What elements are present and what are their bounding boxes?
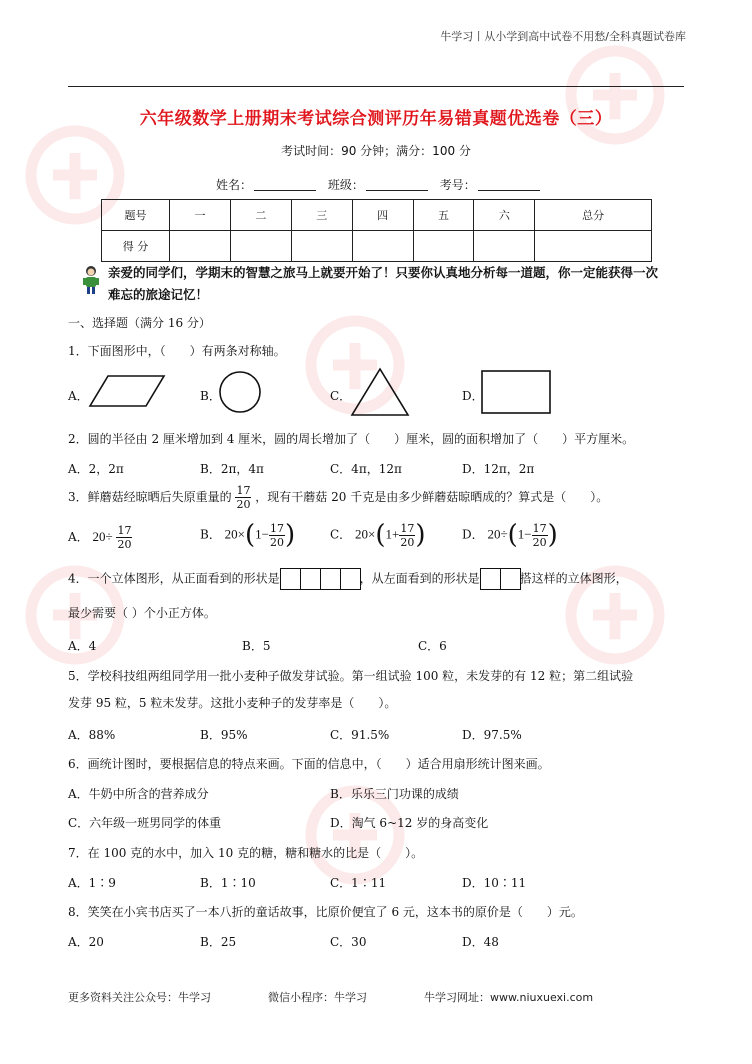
- paren-left: (: [245, 520, 256, 550]
- frac-numerator: 17: [236, 484, 251, 497]
- question-3-text-b: ，现有干蘑菇 20 千克是由多少鲜蘑菇晾晒成的？算式是（ ）。: [255, 490, 609, 504]
- table-cell: 总分: [535, 200, 652, 231]
- option-b: B．2π，4π: [200, 462, 264, 476]
- score-cell[interactable]: [413, 231, 474, 262]
- table-row: [102, 231, 652, 262]
- frac-denominator: 20: [117, 538, 132, 551]
- option-a: A．牛奶中所含的营养成分: [68, 787, 209, 801]
- option-a: A．1∶9: [68, 876, 116, 890]
- circle-icon: [218, 370, 262, 414]
- frac-numerator: 17: [400, 521, 415, 535]
- question-4-text-c: 搭这样的立体图形，: [519, 571, 628, 586]
- option-b: B．5: [242, 639, 271, 653]
- header-divider: [68, 86, 684, 87]
- table-row: [102, 200, 652, 231]
- name-blank[interactable]: [254, 179, 316, 191]
- score-cell[interactable]: [352, 231, 413, 262]
- footer-middle: 微信小程序：牛学习: [268, 991, 367, 1004]
- intro-note: 亲爱的同学们，学期末的智慧之旅马上就要开始了！只要你认真地分析每一道题，你一定能获得一次难忘的旅途记忆！: [108, 265, 659, 302]
- footer-left: 更多资料关注公众号：牛学习: [68, 991, 211, 1004]
- option-b-label: B．: [200, 527, 221, 542]
- score-table: [101, 199, 652, 262]
- student-info: [216, 176, 548, 193]
- option-b: B．25: [200, 935, 237, 949]
- frac-denominator: 20: [532, 535, 547, 549]
- frac-denominator: 20: [400, 535, 415, 549]
- option-d: D．97.5%: [462, 728, 522, 742]
- frac-numerator: 17: [117, 524, 132, 537]
- frac-denominator: 20: [270, 535, 284, 549]
- header-text: 牛学习丨从小学到高中试卷不用愁/全科真题试卷库: [440, 30, 686, 43]
- fraction: [399, 522, 415, 549]
- fraction: [235, 484, 251, 511]
- option-b: [200, 520, 295, 550]
- frac-numerator: 17: [532, 521, 547, 535]
- option-d: D．10∶11: [462, 876, 527, 890]
- option-d: D．淘气 6~12 岁的身高变化: [330, 816, 489, 830]
- expr: 1+: [385, 526, 400, 542]
- table-cell: 题号: [102, 200, 170, 231]
- question-8: 8．笑笑在小宾书店买了一本八折的童话故事，比原价便宜了 6 元，这本书的原价是（ ）元。: [68, 905, 583, 919]
- expr: 20×: [224, 526, 245, 542]
- score-cell[interactable]: [170, 231, 231, 262]
- watermark-logo-icon: [560, 40, 670, 150]
- option-a-label: A．: [68, 530, 89, 544]
- fraction: [269, 522, 285, 549]
- option-a: [68, 524, 132, 551]
- score-cell[interactable]: [535, 231, 652, 262]
- student-avatar-icon: [80, 264, 102, 296]
- left-view-icon: [480, 568, 520, 590]
- front-view-icon: [280, 568, 360, 590]
- fraction: [116, 524, 132, 551]
- question-3-text-a: 3．鲜蘑菇经晾晒后失原重量的: [68, 490, 232, 504]
- rectangle-icon: [481, 370, 551, 414]
- option-c: C．4π，12π: [330, 462, 402, 476]
- question-5: 5．学校科技组两组同学用一批小麦种子做发芽试验。第一组试验 100 粒，未发芽的有 12 粒；第二组试验: [68, 669, 634, 683]
- fraction: [532, 522, 548, 549]
- question-1: 1．下面图形中，（ ）有两条对称轴。: [68, 344, 286, 358]
- option-d: D．12π，2π: [462, 462, 535, 476]
- option-b: B．1∶10: [200, 876, 256, 890]
- option-a: A．2，2π: [68, 462, 124, 476]
- expr: 1−: [255, 526, 269, 542]
- table-cell: 三: [291, 200, 352, 231]
- frac-numerator: 17: [270, 521, 284, 535]
- option-c: [330, 520, 426, 550]
- option-b: B．乐乐三门功课的成绩: [330, 787, 459, 801]
- table-cell: 四: [352, 200, 413, 231]
- table-cell: 一: [170, 200, 231, 231]
- paren-left: (: [507, 520, 518, 550]
- exam-subtitle: 考试时间：90 分钟；满分：100 分: [281, 144, 471, 158]
- paren-right: ): [285, 520, 296, 550]
- score-cell[interactable]: [291, 231, 352, 262]
- question-2: 2．圆的半径由 2 厘米增加到 4 厘米，圆的周长增加了（ ）厘米，圆的面积增加了（ ）平方厘米。: [68, 432, 635, 446]
- question-4-text-b: ，从左面看到的形状是: [359, 571, 480, 586]
- question-7: 7．在 100 克的水中，加入 10 克的糖，糖和糖水的比是（ ）。: [68, 846, 424, 860]
- option-a-label: A．: [68, 389, 89, 403]
- option-c: C．1∶11: [330, 876, 387, 890]
- class-label: 班级：: [327, 178, 364, 192]
- table-cell: 二: [230, 200, 291, 231]
- question-3: [68, 484, 608, 511]
- table-cell: 得 分: [102, 231, 170, 262]
- option-d-label: D．: [462, 527, 484, 542]
- number-blank[interactable]: [478, 179, 540, 191]
- option-d-label: D．: [462, 389, 484, 403]
- option-b-label: B．: [200, 389, 221, 403]
- triangle-icon: [350, 367, 410, 417]
- option-c-label: C．: [330, 389, 352, 403]
- paren-right: ): [547, 520, 558, 550]
- name-label: 姓名：: [216, 178, 253, 192]
- page-title: 六年级数学上册期末考试综合测评历年易错真题优选卷（三）: [139, 109, 613, 129]
- question-5-line-2: 发芽 95 粒，5 粒未发芽。这批小麦种子的发芽率是（ ）。: [68, 696, 397, 710]
- option-c: C．6: [418, 639, 447, 653]
- paren-left: (: [375, 520, 386, 550]
- number-label: 考号：: [439, 178, 476, 192]
- option-c: C．30: [330, 935, 367, 949]
- question-4: [68, 568, 628, 590]
- question-4-text-a: 4．一个立体图形，从正面看到的形状是: [68, 571, 280, 586]
- expr: 1−: [517, 526, 532, 542]
- option-b: B．95%: [200, 728, 248, 742]
- question-4-line-2: 最少需要（ ）个小正方体。: [68, 606, 216, 620]
- table-cell: 五: [413, 200, 474, 231]
- expr: 20÷: [487, 526, 508, 542]
- question-6: 6．画统计图时，要根据信息的特点来画。下面的信息中，（ ）适合用扇形统计图来画。: [68, 757, 550, 771]
- footer-link[interactable]: 牛学习网址：www.niuxuexi.com: [424, 991, 594, 1004]
- option-c: C．91.5%: [330, 728, 390, 742]
- option-d: [462, 520, 558, 550]
- expr: 20÷: [92, 529, 113, 544]
- option-a: A．88%: [68, 728, 116, 742]
- parallelogram-icon: [88, 374, 166, 408]
- option-c: C．六年级一班男同学的体重: [68, 816, 222, 830]
- frac-denominator: 20: [236, 498, 251, 511]
- paren-right: ): [415, 520, 426, 550]
- option-d: D．48: [462, 935, 499, 949]
- table-cell: 六: [474, 200, 535, 231]
- score-cell[interactable]: [474, 231, 535, 262]
- option-a: A．4: [68, 639, 97, 653]
- score-cell[interactable]: [230, 231, 291, 262]
- option-a: A．20: [68, 935, 104, 949]
- section-heading: 一、选择题（满分 16 分）: [68, 316, 211, 330]
- option-c-label: C．: [330, 527, 352, 542]
- class-blank[interactable]: [366, 179, 428, 191]
- expr: 20×: [355, 526, 376, 542]
